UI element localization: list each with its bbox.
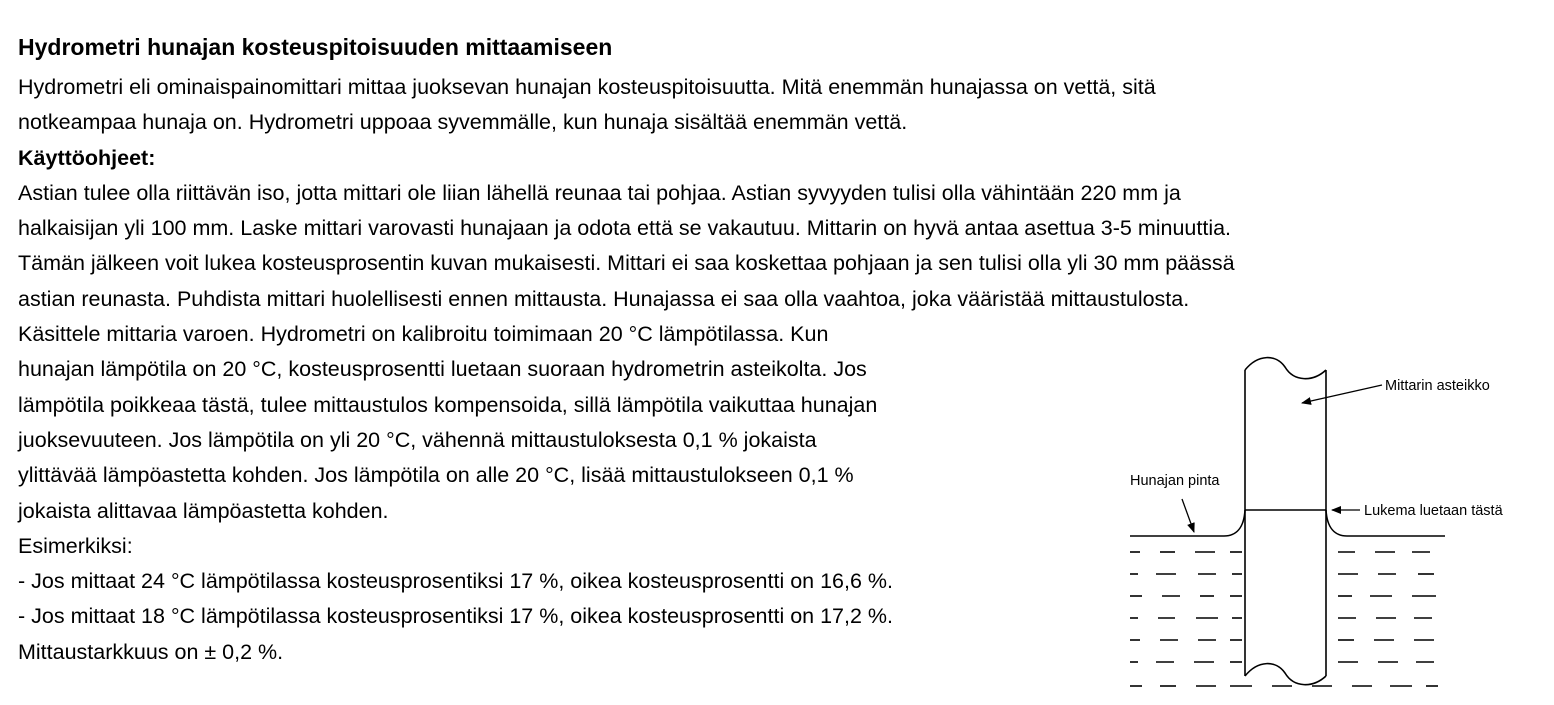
instruction-line-7: lämpötila poikkeaa tästä, tulee mittaustulos kompensoida, sillä lämpötila vaikuttaa hunajan bbox=[18, 392, 878, 417]
arrow-surface bbox=[1182, 499, 1194, 532]
instruction-line-5: Käsittele mittaria varoen. Hydrometri on kalibroitu toimimaan 20 °C lämpötilassa. Kun bbox=[18, 322, 829, 347]
instructions-heading: Käyttöohjeet: bbox=[18, 145, 156, 170]
label-surface: Hunajan pinta bbox=[1130, 473, 1220, 489]
instruction-line-6: hunajan lämpötila on 20 °C, kosteusprosentti luetaan suoraan hydrometrin asteikolta. Jos bbox=[18, 357, 867, 382]
document-title: Hydrometri hunajan kosteuspitoisuuden mittaamiseen bbox=[18, 34, 613, 60]
instruction-line-4: astian reunasta. Puhdista mittari huolellisesti ennen mittausta. Hunajassa ei saa olla vaahtoa, joka vääristää mittaustulosta. bbox=[18, 286, 1190, 311]
intro-line-2: notkeampaa hunaja on. Hydrometri uppoaa syvemmälle, kun hunaja sisältää enemmän vettä. bbox=[18, 110, 908, 135]
label-reading: Lukema luetaan tästä bbox=[1364, 503, 1503, 519]
instruction-line-10: jokaista alittavaa lämpöastetta kohden. bbox=[18, 498, 389, 523]
hydrometer-tube bbox=[1245, 358, 1326, 685]
instruction-line-2: halkaisijan yli 100 mm. Laske mittari varovasti hunajaan ja odota että se vakautuu. Mittarin on hyvä antaa asettua 3-5 minuuttia. bbox=[18, 216, 1232, 241]
intro-line-1: Hydrometri eli ominaispainomittari mittaa juoksevan hunajan kosteuspitoisuutta. Mitä enemmän hunajassa on vettä, sitä bbox=[18, 75, 1156, 99]
instruction-line-8: juoksevuuteen. Jos lämpötila on yli 20 °C, vähennä mittaustuloksesta 0,1 % jokaista bbox=[18, 427, 817, 452]
liquid-dashes bbox=[1130, 552, 1438, 686]
example-line-1: - Jos mittaat 24 °C lämpötilassa kosteusprosentiksi 17 %, oikea kosteusprosentti on 16,6 %. bbox=[18, 569, 894, 594]
examples-heading: Esimerkiksi: bbox=[18, 533, 133, 558]
hydrometer-illustration bbox=[1120, 352, 1540, 697]
instruction-line-3: Tämän jälkeen voit lukea kosteusprosentin kuvan mukaisesti. Mittari ei saa koskettaa pohjaan ja sen tulisi olla yli 30 mm päässä bbox=[18, 251, 1235, 276]
arrow-scale bbox=[1302, 385, 1382, 403]
accuracy-line: Mittaustarkkuus on ± 0,2 %. bbox=[18, 639, 284, 664]
instruction-line-1: Astian tulee olla riittävän iso, jotta mittari ole liian lähellä reunaa tai pohjaa. Astian syvyyden tulisi olla vähintään 220 mm ja bbox=[18, 180, 1181, 205]
hydrometer-diagram bbox=[1120, 352, 1540, 697]
instruction-line-9: ylittävää lämpöastetta kohden. Jos lämpötila on alle 20 °C, lisää mittaustulokseen 0,1 % bbox=[18, 463, 854, 488]
example-line-2: - Jos mittaat 18 °C lämpötilassa kosteusprosentiksi 17 %, oikea kosteusprosentti on 17,2 %. bbox=[18, 604, 894, 629]
label-scale: Mittarin asteikko bbox=[1385, 378, 1490, 394]
